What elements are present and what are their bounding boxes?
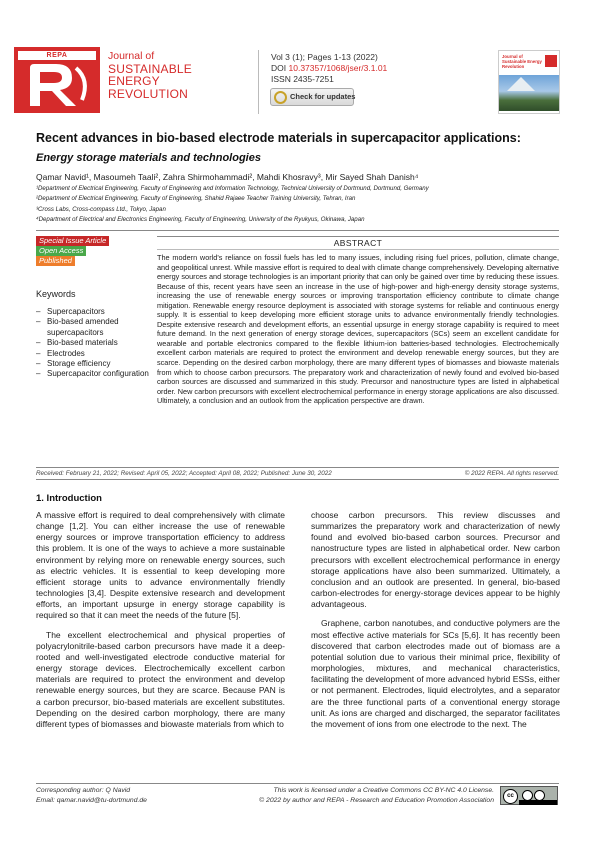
- journal-name: [108, 50, 218, 100]
- dates-rule: [36, 479, 559, 480]
- article-dates: Received: February 21, 2022; Revised: April 05, 2022; Accepted: April 08, 2022; Published: June 30, 2022: [36, 470, 332, 477]
- article-meta: [271, 52, 387, 85]
- keyword-item: – Bio-based amended supercapacitors: [36, 317, 156, 338]
- keyword-item: – Electrodes: [36, 349, 156, 359]
- title-divider: [36, 230, 559, 231]
- abstract-top-rule: [157, 236, 559, 237]
- tag-open-access: Open Access: [36, 246, 86, 256]
- section-heading-introduction: 1. Introduction: [36, 493, 102, 504]
- affiliation: ¹Department of Electrical Engineering, Faculty of Engineering and Information Technology, Technical University of Dortmund, Dortmund, Germany: [36, 185, 429, 192]
- keywords-list: [36, 307, 156, 380]
- cc-license-badge[interactable]: [500, 786, 558, 805]
- affiliation: ³Cross Labs, Cross-compass Ltd., Tokyo, Japan: [36, 205, 166, 213]
- footer-copyright: © 2022 by author and REPA - Research and Education Promotion Association: [259, 797, 494, 804]
- abstract-heading-rule: [157, 249, 559, 250]
- keyword-item: – Bio-based materials: [36, 338, 156, 348]
- license-notice: [232, 786, 494, 806]
- header-divider: [258, 50, 259, 114]
- abstract-bottom-rule: [36, 467, 559, 468]
- body-column-right: [311, 510, 560, 738]
- check-for-updates-button[interactable]: [270, 88, 354, 106]
- body-paragraph: Graphene, carbon nanotubes, and conductive polymers are the most effective active materials for SCs [5,6]. It has recently been discovered that carbon electrodes made out of biomass are a potential solution due to various their minimal price, flexibility of morphologies, mixtures, and mechanical characteristics, facilitating the development of more advanced hybrid ESSs, either or not permanent. Electrodes, liquid electrolytes, and a separator are the three functional parts of a conventional energy storage unit. As ions are charged and discharged, the separator facilitates the movement of ions from one electrode to the next. The: [311, 618, 560, 729]
- affiliations: [36, 184, 566, 225]
- cc-icon: cc: [503, 789, 518, 804]
- journal-name-prefix: Journal of: [108, 50, 155, 62]
- cover-logo-icon: [545, 55, 557, 67]
- cover-mountain-icon: [507, 77, 535, 91]
- logo-text: REPA: [46, 52, 68, 59]
- journal-header: [0, 0, 595, 122]
- abstract-heading: ABSTRACT: [333, 238, 383, 248]
- keyword-item: – Supercapacitors: [36, 307, 156, 317]
- affiliation: ²Department of Electrical Engineering, Faculty of Engineering, Shahid Rajaee Teacher Training University, Tehran, Iran: [36, 195, 356, 203]
- article-tags: [36, 236, 109, 266]
- footer-rule: [36, 783, 559, 784]
- keyword-item: – Supercapacitor configuration: [36, 369, 156, 379]
- cc-badge-bar: [519, 800, 557, 805]
- abstract-copyright: © 2022 REPA. All rights reserved.: [464, 470, 559, 477]
- check-updates-label: Check for updates: [290, 92, 356, 101]
- journal-cover-thumbnail[interactable]: [498, 50, 560, 114]
- journal-name-line: ENERGY: [108, 74, 160, 88]
- doi-link[interactable]: 10.37357/1068/jser/3.1.01: [288, 63, 388, 73]
- body-paragraph: choose carbon precursors. This review discusses and summarizes the preparatory work and characterization of newly found and evolved bio-based carbon sources. Precursor and nanostructure types are listed in alphabetical order. New carbon precursors with excellent electrochemical performance in energy storage applications have also been summarized. Ultimately, a conclusion and an outlook are presented. In general, bio-based carbon-electrodes for energy-storage devices appear to be highly advantageous.: [311, 510, 560, 610]
- repa-logo: [14, 47, 100, 113]
- cover-title: Journal of Sustainable Energy Revolution: [502, 54, 542, 69]
- journal-name-line: SUSTAINABLE: [108, 61, 193, 76]
- doi-label: DOI: [271, 63, 287, 73]
- volume-info: Vol 3 (1); Pages 1-13 (2022): [271, 52, 378, 62]
- author-list: Qamar Navid¹, Masoumeh Taali², Zahra Shirmohammadi², Mahdi Khosravy³, Mir Sayed Shah Danish⁴: [36, 172, 419, 182]
- corresponding-email[interactable]: Email: qamar.navid@tu-dortmund.de: [36, 797, 147, 804]
- article-title: Recent advances in bio-based electrode materials in supercapacitor applications:: [36, 131, 521, 145]
- tag-special-issue: Special Issue Article: [36, 236, 109, 246]
- tag-published: Published: [36, 256, 75, 266]
- article-subtitle: Energy storage materials and technologies: [36, 152, 261, 164]
- body-paragraph: The excellent electrochemical and physical properties of polyacrylonitrile-based carbon precursors have made it a deep-rooted and well-investigated electrode conductive material for energy storage devices. Electrochemically excellent carbon materials are required to protect the environment and develop renewable energy sources, but they are scarce. Because PAN is a carbon precursor, bio-based materials are excellent substitutes. Depending on the desired carbon morphology, there are many different types of biomasses and biowaste materials from which to: [36, 629, 285, 729]
- journal-name-line: REVOLUTION: [108, 86, 189, 101]
- body-paragraph: A massive effort is required to deal comprehensively with climate change [1,2]. You can either increase the use of renewable energy sources or improve transportation efficiency to address this problem. It is one of the ways to achieve a more sustainable environment by relying more on renewable energy sources, such as electric vehicles. It is essential to keep developing more efficient storage units to advance environmentally friendly technologies [3,4]. Despite extensive research and development efforts, an important upsurge in energy storage capability is required so that it can meet the needs of the future [5].: [36, 510, 285, 621]
- corresponding-author-name: Corresponding author: Q Navid: [36, 787, 131, 794]
- corresponding-author: [36, 786, 147, 806]
- keywords-title: Keywords: [36, 289, 76, 299]
- abstract-text: The modern world's reliance on fossil fuels has led to many issues, including rising fuel prices, pollution, climate change, and geopolitical unrest. While massive effort is required to deal with climate change comprehensively. Developing alternative energy sources and storage technologies is an important priority that can only be gained over time by reducing these issues. Because of this, recent years have seen an increase in the use of high-power and high-energy density storage systems, increasing the use of renewable energy sources or improving transportation efficiency contribute to climate change mitigation. Renewable energy resource deployment is associated with storage systems for reliable and continuous energy supply. It is essential to keep developing more efficient storage units to advance environmentally friendly technologies. Despite extensive research and development efforts, an essential upsurge in energy storage capability is required to meet future demand. In the next generation of energy storage devices, supercapacitors (SCs) seem an excellent candidate for wearable and portable electronics compared to the flexible lithium-ion batteries-based technologies. Electrochemically excellent carbon materials are required to protect the environment and develop renewable energy sources, but they are scarce. Depending on the desired carbon morphology, there are many different types of biomasses and biowaste materials from which to choose carbon precursors. The preparatory work and characterization of newly found and evolved bio-based carbon sources are discussed and summarized in this study. Precursor and nanostructure types are listed in alphabetical order. New carbon precursors with excellent electrochemical performance in energy storage applications are also discussed. Ultimately, a conclusion and an outlook from the application perspective are drawn.: [157, 253, 559, 406]
- repa-emblem-icon: [20, 62, 94, 110]
- keyword-item: – Storage efficiency: [36, 359, 156, 369]
- affiliation: ⁴Department of Electrical and Electronics Engineering, Faculty of Engineering, University of the Ryukyus, Okinawa, Japan: [36, 215, 365, 223]
- issn: ISSN 2435-7251: [271, 74, 334, 84]
- check-updates-icon: [274, 91, 287, 104]
- license-text[interactable]: This work is licensed under a Creative Commons CC BY-NC 4.0 License.: [273, 787, 494, 794]
- body-column-left: [36, 510, 285, 738]
